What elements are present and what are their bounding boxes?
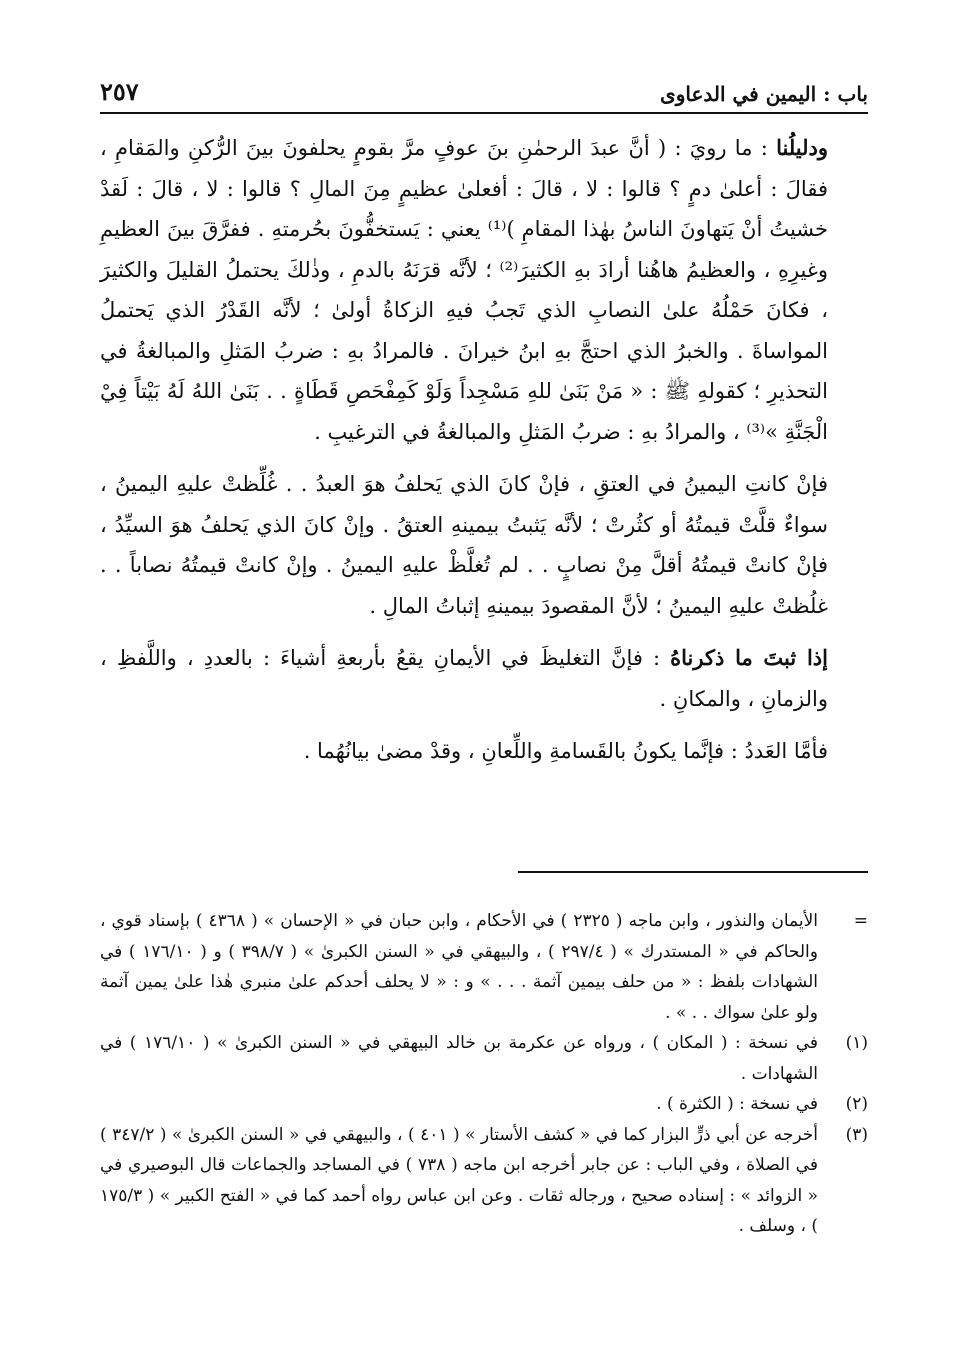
footnote-3: [100, 1120, 868, 1242]
footnote-divider: [518, 871, 868, 873]
footnote-text: في نسخة : ( الكثرة ) .: [656, 1094, 818, 1114]
paragraph-1: [100, 128, 868, 452]
footnote-continued: [100, 906, 868, 1028]
page-header: [100, 78, 868, 114]
footnote-text: في نسخة : ( المكان ) ، ورواه عن عكرمة بن خالد البيهقي في « السنن الكبرىٰ » ( ١٧٦/١٠ ) في الشهادات .: [100, 1033, 818, 1084]
running-title: باب : اليمين في الدعاوى: [660, 82, 868, 106]
page-number: ٢٥٧: [100, 77, 139, 106]
footnote-marker: =: [853, 911, 868, 931]
footnote-text: أخرجه عن أبي ذرٍّ البزار كما في « كشف الأستار » ( ٤٠١ ) ، والبيهقي في « السنن الكبرىٰ » ( ٣٤٧/٢ ) في الصلاة ، وفي الباب : عن جابر أخرجه ابن ماجه ( ٧٣٨ ) في المساجد والجماعات قال البوصيري في « الزوائد » : إسناده صحيح ، ورجاله ثقات . وعن ابن عباس رواه أحمد كما في « الفتح الكبير » ( ١٧٥/٣ ) ، وسلف .: [100, 1124, 818, 1236]
footnote-text: الأيمان والنذور ، وابن ماجه ( ٢٣٢٥ ) في الأحكام ، وابن حبان في « الإحسان » ( ٤٣٦٨ ) بإسناد قوي ، والحاكم في « المستدرك » ( ٢٩٧/٤ ) ، والبيهقي في « السنن الكبرىٰ » ( ٣٩٨/٧ ) و ( ١٧٦/١٠ ) في الشهادات بلفظ : « من حلف بيمين آثمة . . . » و : « لا يحلف أحدكم علىٰ منبري هٰذا علىٰ يمين آثمة ولو علىٰ سواك . . » .: [100, 911, 818, 1023]
paragraph-2: فإنْ كانتِ اليمينُ في العتقِ ، فإنْ كانَ الذي يَحلفُ هوَ العبدُ . . غُلِّظتْ عليهِ اليمينُ ، سواءٌ قلَّتْ قيمتُهُ أو كثُرتْ ؛ لأنَّه يَثبتُ بيمينهِ العتقُ . وإنْ كانَ الذي يَحلفُ هوَ السيِّدُ ، فإنْ كانتْ قيمتُهُ أقلَّ مِنْ نصابٍ . . لم تُغلَّظْ عليهِ اليمينُ . وإنْ كانتْ قيمتُهُ نصاباً . . غلُظتْ عليهِ اليمينُ ؛ لأنَّ المقصودَ بيمينهِ إثباتُ المالِ .: [100, 472, 828, 618]
footnote-1: [100, 1028, 868, 1089]
footnote-marker: (١): [845, 1033, 868, 1053]
footnote-marker: (٢): [845, 1094, 868, 1114]
main-text: [100, 128, 868, 772]
paragraph-4: فأمَّا العَددُ : فإنَّما يكونُ بالقَسامةِ واللِّعانِ ، وقدْ مضىٰ بيانُهُما .: [303, 739, 828, 763]
paragraph-3-lead: إذا ثبتَ ما ذكرناهُ: [670, 645, 828, 670]
footnote-2: [100, 1089, 868, 1120]
paragraph-1-text: : ما رويَ : ( أنَّ عبدَ الرحمٰنِ بنَ عوفٍ مرَّ بقومٍ يحلفونَ بينَ الرُّكنِ والمَقامِ ، فقالَ : أعلىٰ دمٍ ؟ قالوا : لا ، قالَ : أفعلىٰ عظيمٍ مِنَ المالِ ؟ قالوا : لا ، قالَ : لَقدْ خشيتُ أنْ يَتهاونَ الناسُ بهٰذا المقامِ )⁽¹⁾ يعني : يَستخفُّونَ بحُرمتهِ . ففرَّقَ بينَ العظيمِ وغيرِهِ ، والعظيمُ هاهُنا أرادَ بهِ الكثيرَ⁽²⁾ ؛ لأنَّه قرَنَهُ بالدمِ ، وذٰلكَ يحتملُ القليلَ والكثيرَ ، فكانَ حَمْلُهُ علىٰ النصابِ الذي تَجبُ فيهِ الزكاةُ أولىٰ ؛ لأنَّه القَدْرُ الذي يَحتملُ المواساةَ . والخبرُ الذي احتجَّ بهِ ابنُ خيرانَ . فالمرادُ بهِ : ضربُ المَثلِ والمبالغةُ في التحذيرِ ؛ كقولهِ ﷺ : « مَنْ بَنَىٰ للهِ مَسْجِداً وَلَوْ كَمِفْحَصِ قَطَاةٍ . . بَنَىٰ اللهُ لَهُ بَيْتاً فِيْ الْجَنَّةِ »⁽³⁾ ، والمرادُ بهِ : ضربُ المَثلِ والمبالغةُ في الترغيبِ .: [100, 136, 829, 444]
paragraph-3: [100, 638, 868, 719]
paragraph-3-text: : فإنَّ التغليظَ في الأيمانِ يقعُ بأربعةِ أشياءَ : بالعددِ ، واللَّفظِ ، والزمانِ ، والمكانِ .: [100, 646, 828, 711]
paragraph-1-lead: ودليلُنا: [776, 135, 828, 160]
footnote-marker: (٣): [845, 1124, 868, 1145]
footnotes: [100, 906, 868, 1242]
